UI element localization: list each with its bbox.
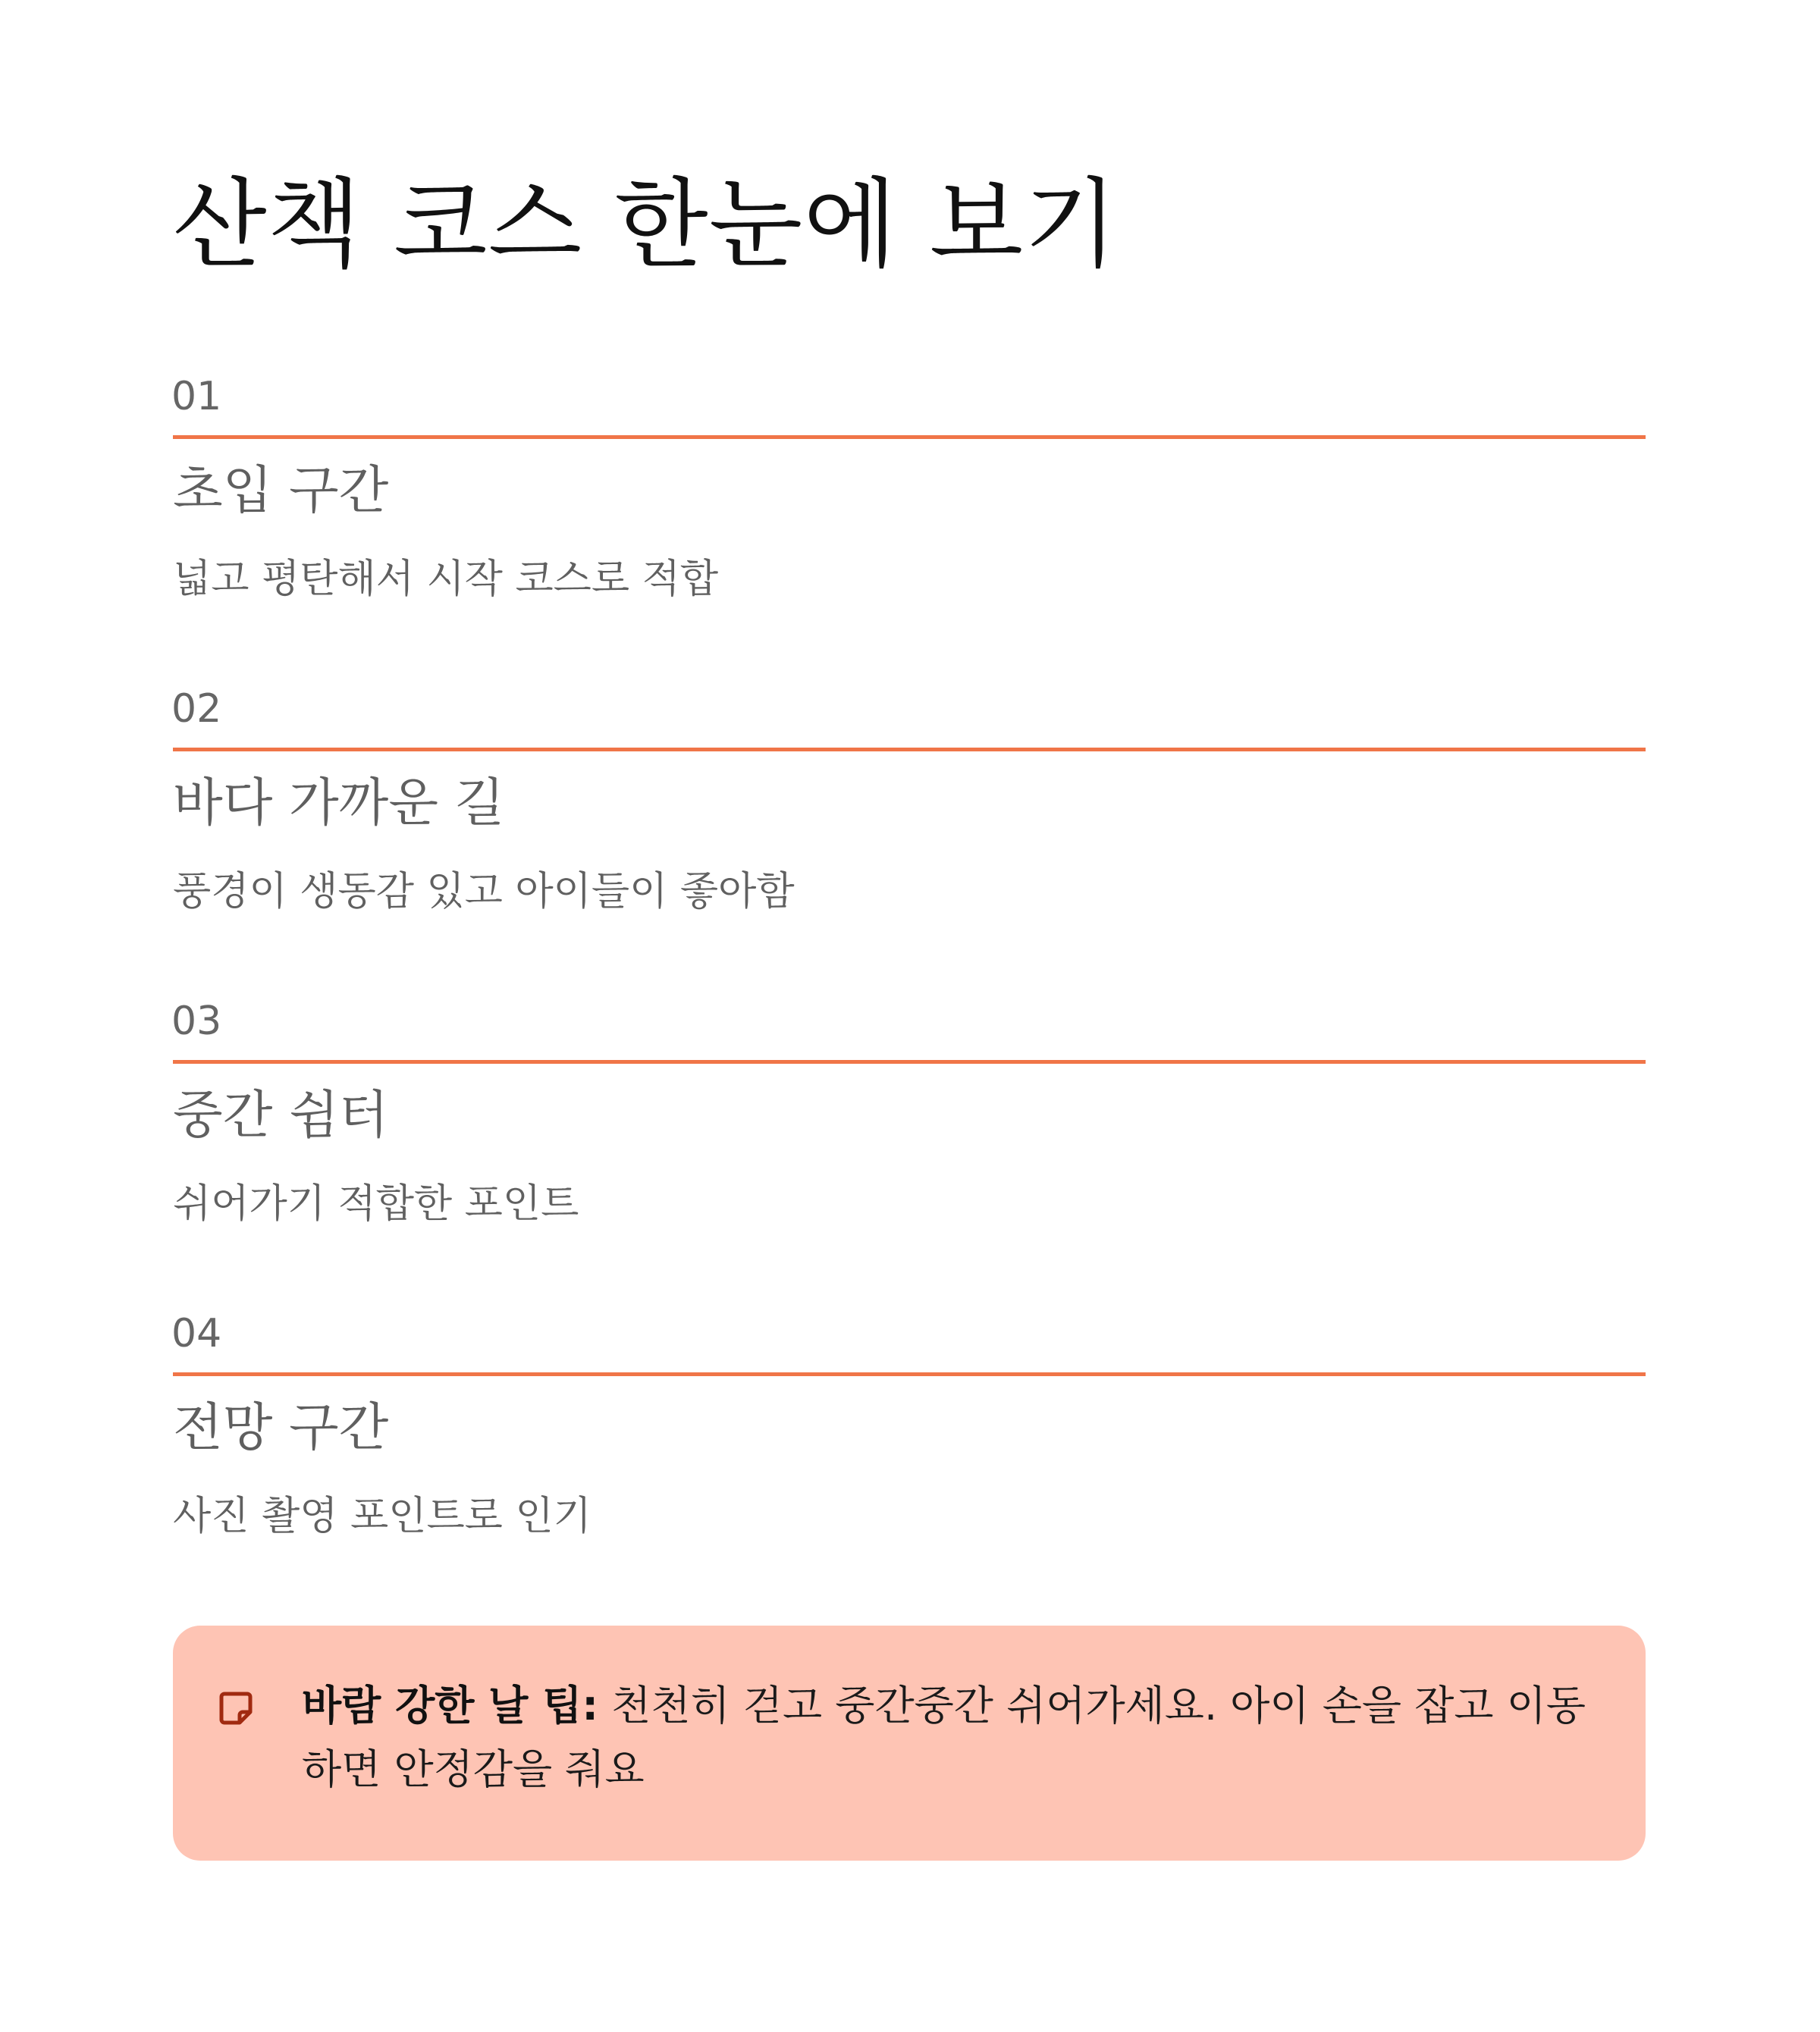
tip-body: 천천히 걷고 중간중간 쉬어가세요. 아이 손을 잡고 이동하면 안정감을 줘요 [302, 1682, 1586, 1793]
tip-label: 바람 강한 날 팁: [302, 1682, 598, 1729]
section-divider [173, 435, 1646, 439]
section-heading: 전망 구간 [173, 1398, 389, 1458]
section-item [173, 998, 1646, 1310]
section-item [173, 685, 1646, 998]
section-number: 01 [171, 374, 222, 419]
section-description: 쉬어가기 적합한 포인트 [173, 1181, 579, 1227]
page-title: 산책 코스 한눈에 보기 [173, 168, 1119, 281]
section-description: 사진 촬영 포인트로 인기 [173, 1494, 592, 1539]
section-description: 넓고 평탄해서 시작 코스로 적합 [173, 557, 719, 602]
section-divider [173, 1060, 1646, 1064]
section-heading: 바다 가까운 길 [173, 773, 505, 833]
tip-text [302, 1674, 1606, 1802]
note-icon [218, 1691, 253, 1726]
section-heading: 초입 구간 [173, 461, 389, 521]
section-heading: 중간 쉼터 [173, 1086, 389, 1146]
section-list [173, 373, 1646, 1623]
section-number: 03 [171, 999, 222, 1044]
section-divider [173, 1372, 1646, 1376]
section-number: 02 [171, 686, 222, 732]
section-item [173, 1310, 1646, 1623]
section-item [173, 373, 1646, 685]
section-description: 풍경이 생동감 있고 아이들이 좋아함 [173, 869, 795, 914]
section-number: 04 [171, 1311, 222, 1356]
section-divider [173, 748, 1646, 751]
tip-callout [173, 1626, 1646, 1861]
